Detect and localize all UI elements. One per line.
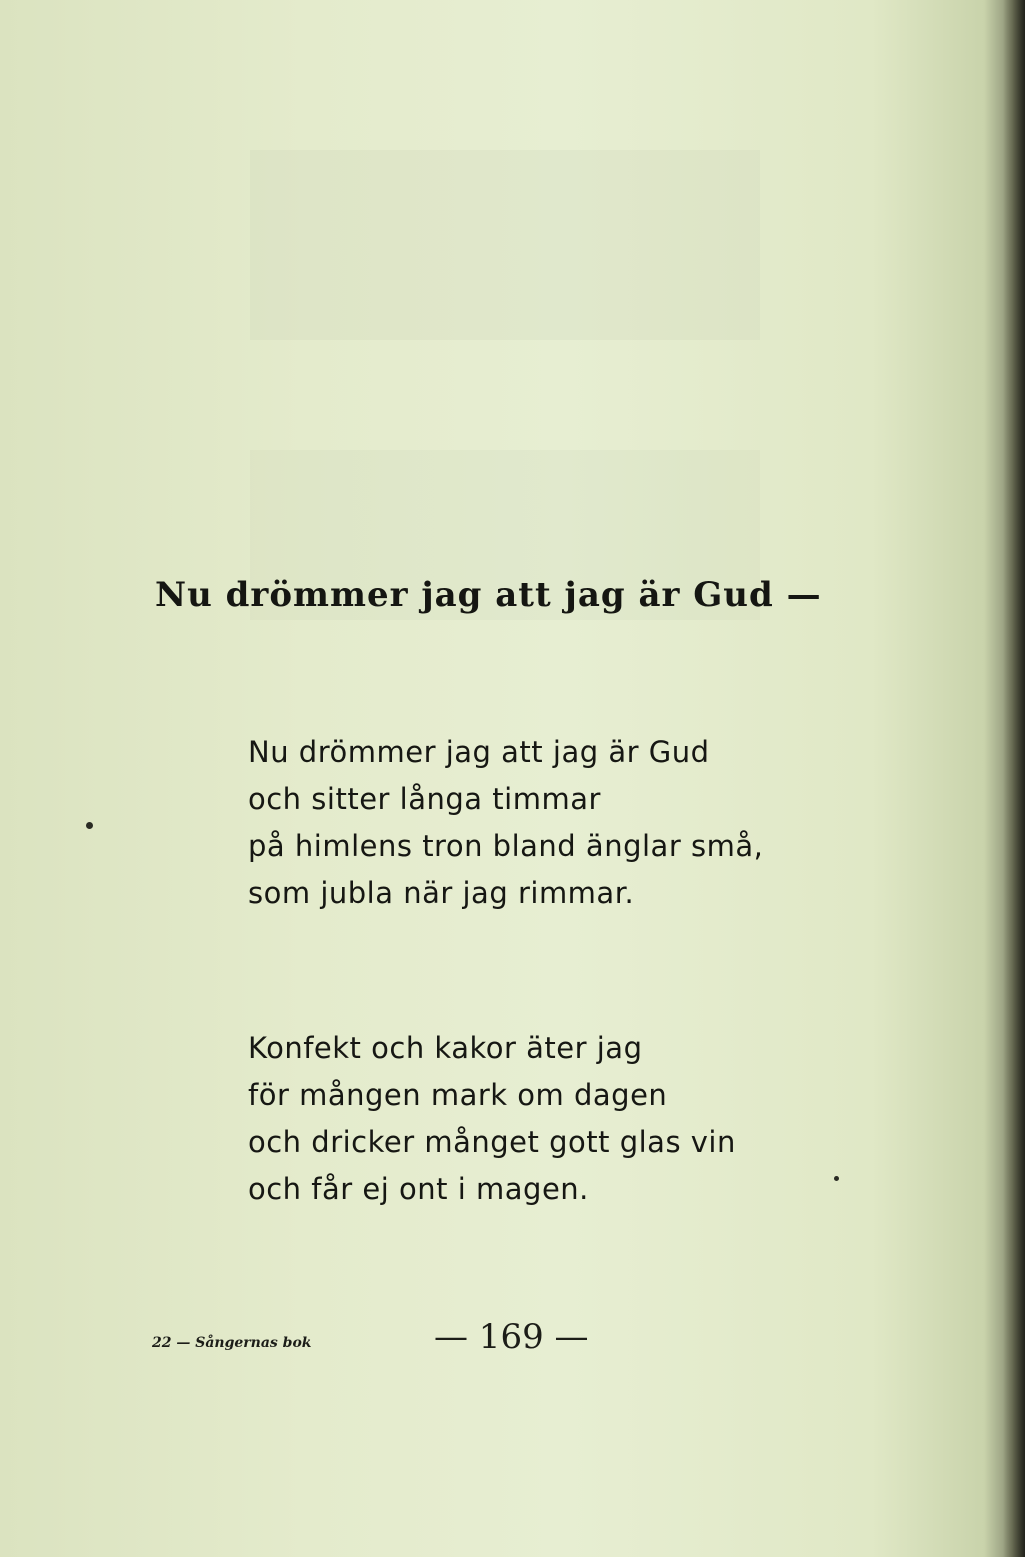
poem-line: och får ej ont i magen.: [248, 1172, 589, 1206]
page-edge-shadow: [1003, 0, 1025, 1557]
poem-line: som jubla när jag rimmar.: [248, 876, 635, 910]
ink-speck: [834, 1176, 839, 1181]
ink-speck: [86, 822, 93, 829]
poem-line: Konfekt och kakor äter jag: [248, 1031, 643, 1065]
poem-line: Nu drömmer jag att jag är Gud: [248, 735, 710, 769]
page-number: — 169 —: [434, 1317, 589, 1357]
show-through-text-top: [250, 150, 760, 340]
poem-title: Nu drömmer jag att jag är Gud —: [155, 575, 822, 615]
stanza-1: [248, 729, 808, 917]
signature-mark: 22 — Sångernas bok: [152, 1335, 312, 1351]
poem-line: på himlens tron bland änglar små,: [248, 829, 764, 863]
stanza-2: [248, 1025, 808, 1213]
poem-line: och sitter långa timmar: [248, 782, 601, 816]
poem-line: för mången mark om dagen: [248, 1078, 668, 1112]
poem-line: och dricker månget gott glas vin: [248, 1125, 736, 1159]
